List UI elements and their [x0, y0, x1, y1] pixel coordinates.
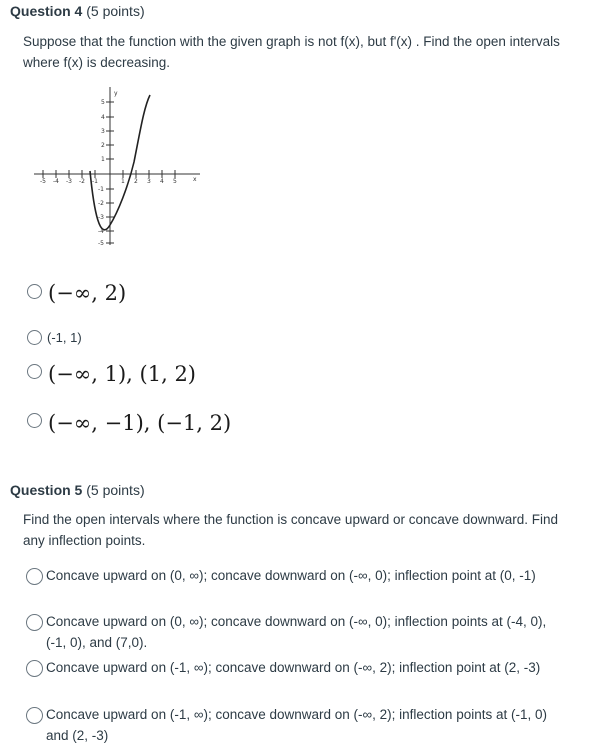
q4-option-4[interactable] — [27, 411, 231, 435]
y-axis-label: y — [114, 90, 118, 97]
y-tick-label: 5 — [101, 99, 105, 106]
y-tick-label: 2 — [101, 142, 105, 149]
x-tick-label: -5 — [40, 178, 46, 185]
q5-option-1[interactable] — [26, 565, 566, 586]
y-tick-label: 1 — [101, 156, 105, 163]
x-tick-label: -3 — [66, 178, 72, 185]
q5-option-2-label: Concave upward on (0, ∞); concave downward on (-∞, 0); inflection points at (-4, 0), (-1, 0), and (7,0). — [46, 614, 547, 650]
question-4-points: (5 points) — [86, 3, 145, 19]
x-tick-label: -2 — [79, 178, 85, 185]
question-5-prompt: Find the open intervals where the function is concave upward or concave downward. Find any inflection points. — [23, 512, 559, 548]
y-tick-label: -3 — [98, 214, 104, 221]
q5-option-2[interactable] — [26, 611, 566, 653]
y-tick-label: -1 — [98, 186, 104, 193]
question-4-title — [10, 3, 145, 19]
q5-option-3-label: Concave upward on (-1, ∞); concave downward on (-∞, 2); inflection point at (2, -3) — [46, 660, 541, 675]
q5-option-3[interactable] — [26, 657, 566, 678]
y-tick-label: 3 — [101, 128, 105, 135]
radio-button[interactable] — [26, 568, 43, 585]
question-5-label: Question 5 — [10, 482, 83, 498]
radio-button[interactable] — [26, 707, 43, 724]
y-tick-label: -5 — [98, 240, 104, 247]
q4-option-3[interactable] — [27, 362, 196, 386]
y-tick-label: -4 — [98, 228, 104, 235]
x-axis-label: x — [193, 176, 197, 183]
q4-option-4-label: (−∞, −1), (−1, 2) — [48, 411, 232, 435]
q5-option-4-label: Concave upward on (-1, ∞); concave downward on (-∞, 2); inflection points at (-1, 0) and (2, -3) — [46, 707, 547, 743]
radio-button[interactable] — [26, 614, 43, 631]
x-tick-label: -1 — [92, 178, 98, 185]
radio-button[interactable] — [27, 364, 42, 379]
y-tick-label: 4 — [101, 114, 105, 121]
graph-curve — [90, 95, 150, 230]
radio-button[interactable] — [26, 660, 43, 677]
q5-option-4[interactable] — [26, 704, 566, 746]
x-tick-label: 5 — [173, 178, 177, 185]
x-tick-label: 1 — [121, 178, 125, 185]
x-tick-label: 4 — [160, 178, 164, 185]
radio-button[interactable] — [27, 284, 42, 299]
q4-option-1-label: (−∞, 2) — [48, 281, 127, 305]
x-tick-label: 3 — [147, 178, 151, 185]
radio-button[interactable] — [27, 413, 42, 428]
radio-button[interactable] — [27, 330, 42, 345]
q4-option-1[interactable] — [27, 281, 126, 305]
derivative-graph — [30, 87, 200, 257]
question-5-points: (5 points) — [86, 482, 145, 498]
x-tick-label: 2 — [134, 178, 138, 185]
x-tick-label: -4 — [53, 178, 59, 185]
question-4-prompt: Suppose that the function with the given graph is not f(x), but f'(x) . Find the open intervals where f(x) is decreasing. — [23, 34, 560, 70]
q4-option-2-label: (-1, 1) — [47, 330, 82, 345]
q4-option-3-label: (−∞, 1), (1, 2) — [48, 362, 196, 386]
y-tick-label: -2 — [98, 200, 104, 207]
question-4-label: Question 4 — [10, 3, 83, 19]
question-5-title — [10, 482, 145, 498]
q4-option-2[interactable] — [27, 330, 82, 346]
q5-option-1-label: Concave upward on (0, ∞); concave downward on (-∞, 0); inflection point at (0, -1) — [46, 568, 536, 583]
